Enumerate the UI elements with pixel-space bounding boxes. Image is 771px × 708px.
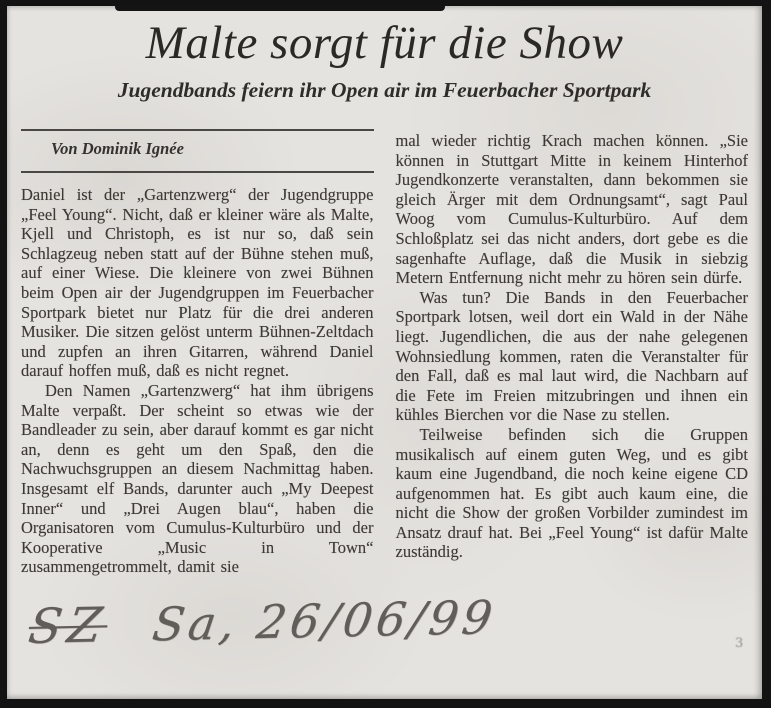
paragraph: Was tun? Die Bands in den Feuerbacher Sportpark lotsen, weil dort ein Wald in der Nähe liegt. Jugendlichen, die aus der nahe gelegenen Wohnsiedlung kommen, raten die Veranstalter für den Fall, daß es mal laut wird, die Nachbarn auf die Fete im Freien mitzubringen und ihnen ein kühles Bierchen vor die Nase zu stellen. [395, 287, 748, 425]
newspaper-page [7, 6, 762, 699]
byline: Von Dominik Ignée [51, 139, 184, 158]
paragraph: Daniel ist der „Gartenzwerg“ der Jugendgruppe „Feel Young“. Nicht, daß er kleiner wäre als Malte, Kjell und Christoph, es ist nur so, daß sein Schlagzeug neben statt auf der Bühne stehen muß, auf einer Wiese. Die kleinere von zwei Bühnen beim Open air der Jugendgruppen im Feuerbacher Sportpark bietet nur Platz für die drei anderen Musiker. Die sitzen gelöst unterm Bühnen-Zeltdach und zupfen an ihren Gitarren, während Daniel darauf hoffen muß, daß es nicht regnet. [21, 185, 374, 381]
handwritten-date: Sa, 26/06/99 [149, 590, 500, 652]
article-header [7, 6, 762, 103]
paragraph: mal wieder richtig Krach machen können. „Sie können in Stuttgart Mitte in keinem Hinterhof Jugendkonzerte veranstalten, dann bekommen sie gleich Ärger mit dem Ordnungsamt“, sagt Paul Woog vom Cumulus-Kulturbüro. Auf dem Schloßplatz sei das nicht anders, dort gebe es die sagenhafte Auflage, daß die Musik in siebzig Metern Entfernung nicht mehr zu hören sein dürfe. [395, 131, 748, 288]
paragraph: Den Namen „Gartenzwerg“ hat ihm übrigens Malte verpaßt. Der scheint so etwas wie der Bandleader zu sein, aber darauf kommt es gar nicht an, denn es geht um den Spaß, den die Nachwuchsgruppen an diesem Nachmittag haben. Insgesamt elf Bands, darunter auch „My Deepest Inner“ und „Drei Augen blau“, haben die Organisatoren vom Cumulus-Kulturbüro und der Kooperative „Music in Town“ zusammengetrommelt, damit sie [21, 380, 374, 577]
article-subtitle: Jugendbands feiern ihr Open air im Feuerbacher Sportpark [117, 78, 652, 102]
left-column [21, 129, 374, 577]
handwritten-source-abbreviation: SZ [25, 597, 112, 655]
article-title: Malte sorgt für die Show [145, 17, 624, 69]
byline-box [21, 129, 374, 173]
right-column [396, 129, 749, 577]
ink-smudge-mark: 3 [735, 636, 744, 651]
article-columns [7, 115, 762, 577]
paragraph: Teilweise befinden sich die Gruppen musikalisch auf einem guten Weg, und es gibt kaum eine Jugendband, die noch keine eigene CD aufgenommen hat. Es gibt auch kaum eine, die nicht die Show der großen Vorbilder zumindest im Ansatz drauf hat. Bei „Feel Young“ ist dafür Malte zuständig. [395, 424, 748, 562]
handwritten-annotation [25, 589, 500, 655]
